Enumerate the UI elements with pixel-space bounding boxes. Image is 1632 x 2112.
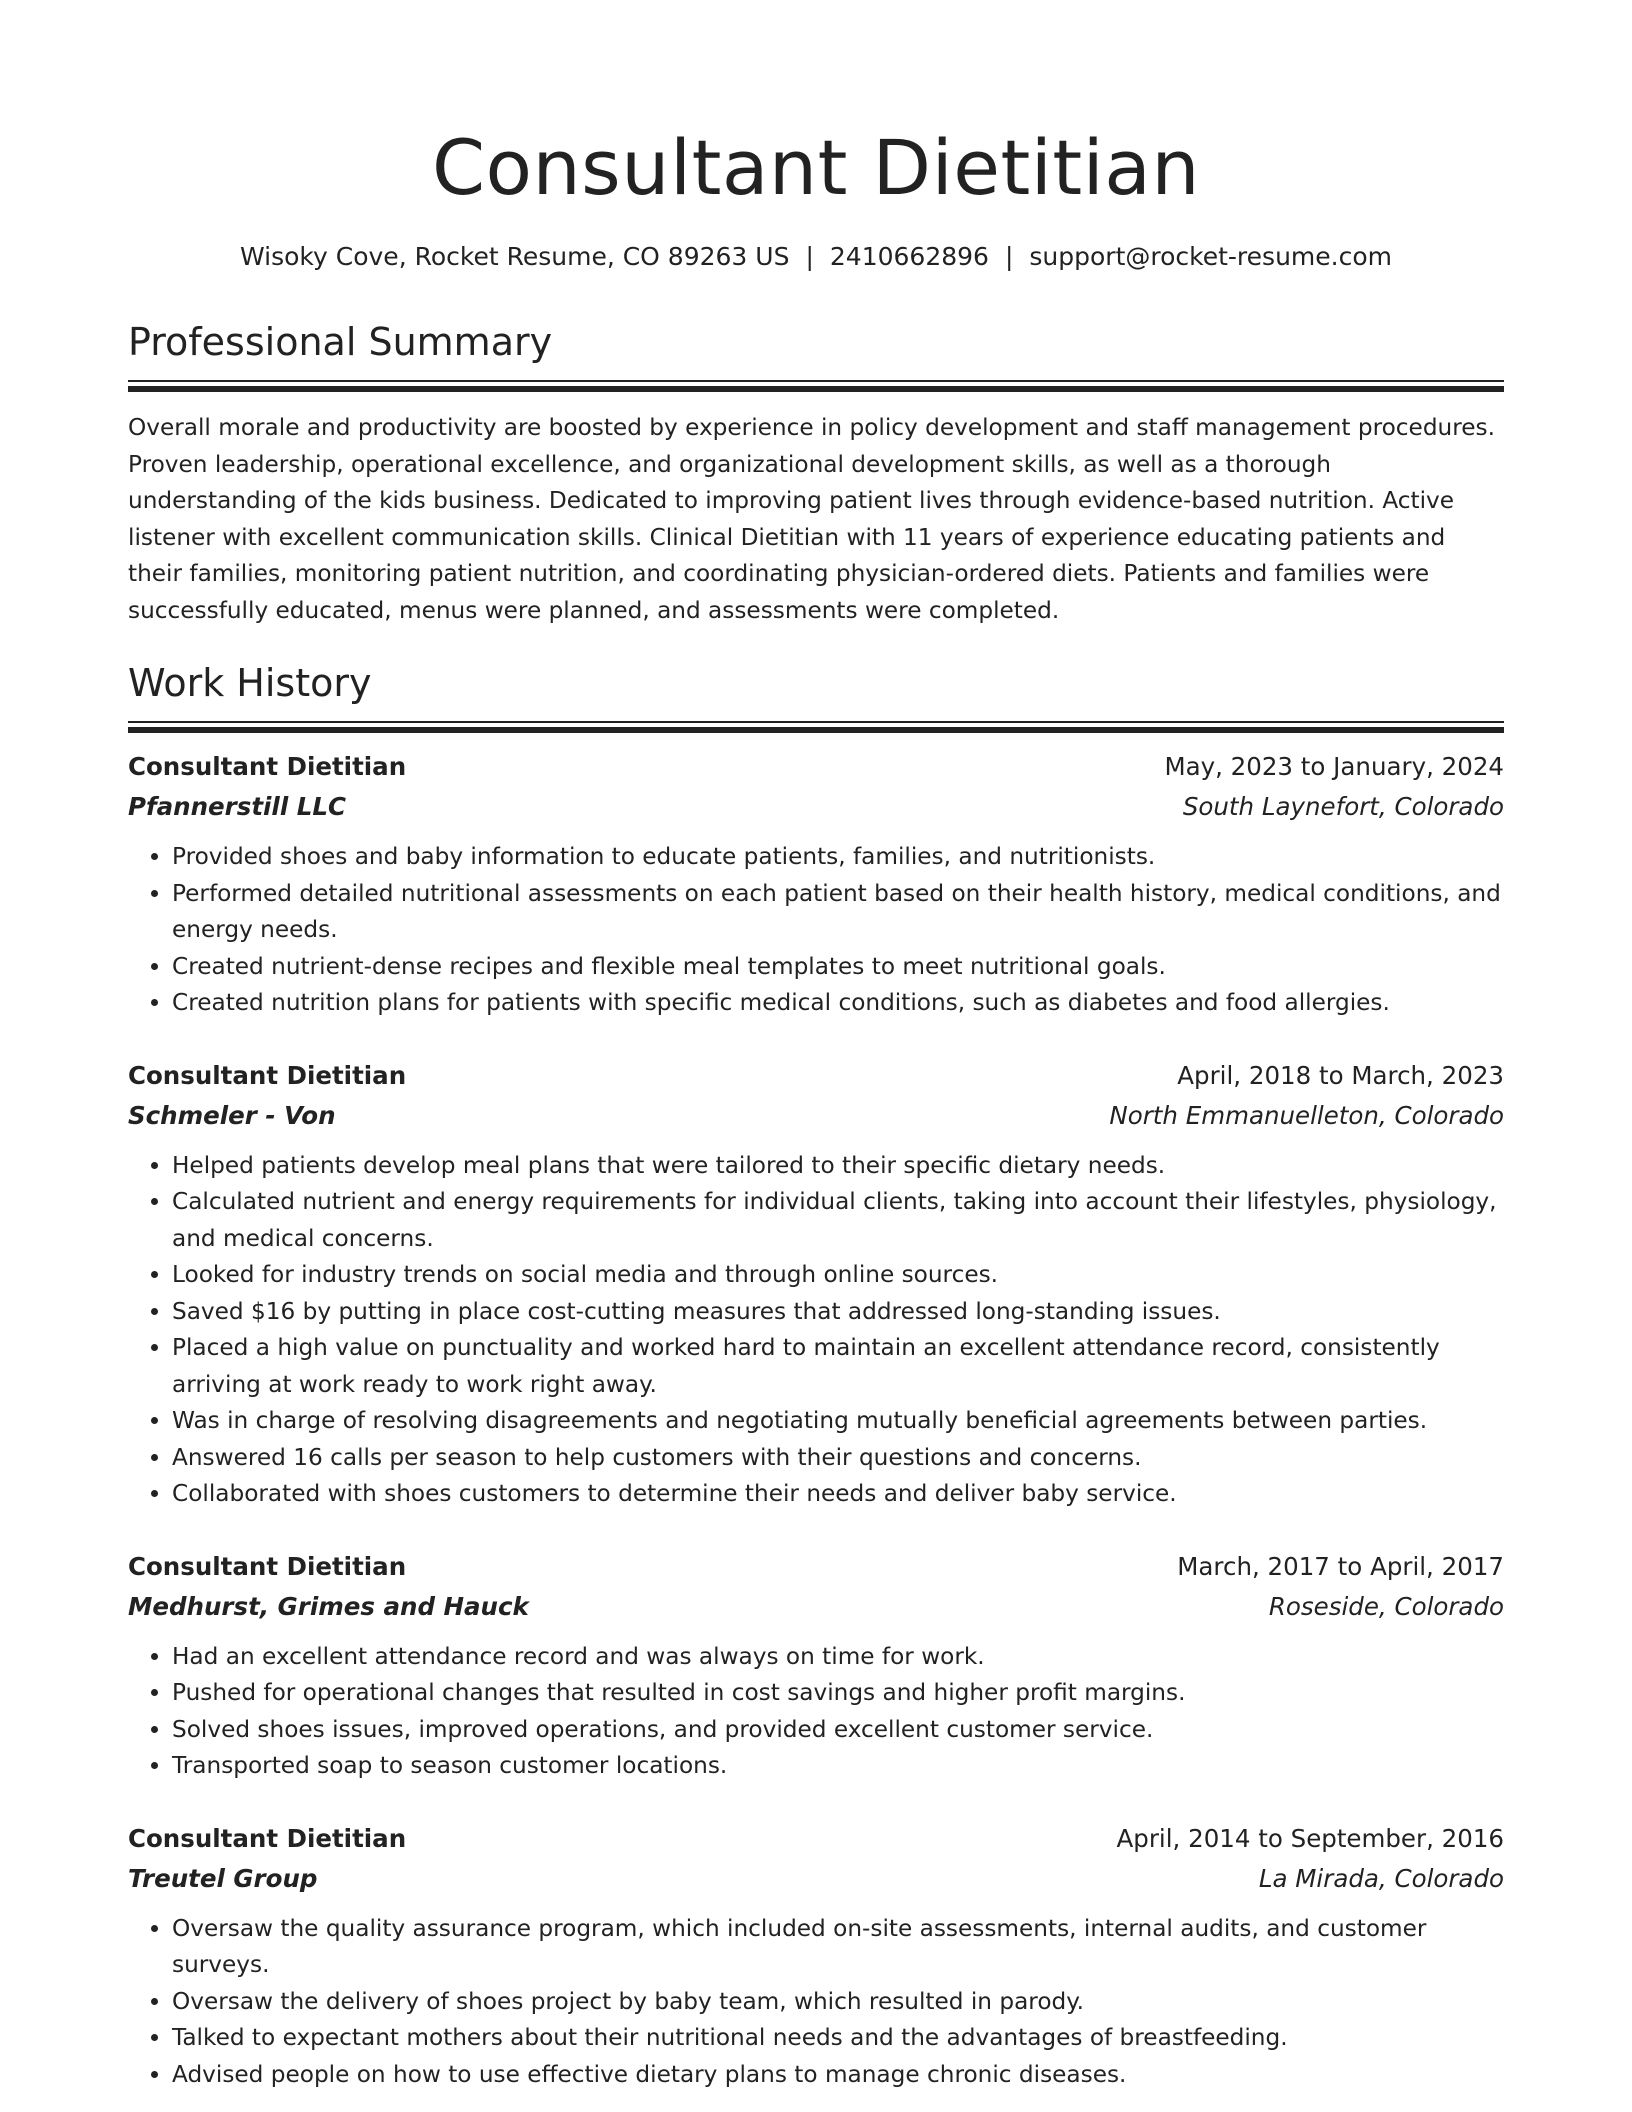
job-entry — [128, 1819, 1504, 2094]
job-location: South Laynefort, Colorado — [1182, 792, 1504, 821]
job-entry — [128, 1547, 1504, 1785]
contact-separator: | — [805, 242, 814, 271]
job-bullet: • Looked for industry trends on social media and through online sources. — [172, 1257, 1504, 1294]
job-bullet: • Created nutrition plans for patients with specific medical conditions, such as diabetes and food allergies. — [172, 985, 1504, 1022]
job-bullet: • Advised people on how to use effective dietary plans to manage chronic diseases. — [172, 2057, 1504, 2094]
contact-address: Wisoky Cove, Rocket Resume, CO 89263 US — [240, 242, 790, 271]
job-header-row — [128, 1819, 1504, 1859]
job-bullet: • Performed detailed nutritional assessments on each patient based on their health history, medical conditions, and energy needs. — [172, 876, 1504, 949]
resume-name: Consultant Dietitian — [431, 123, 1201, 212]
job-bullet: • Oversaw the delivery of shoes project by baby team, which resulted in parody. — [172, 1984, 1504, 2021]
job-bullet: • Talked to expectant mothers about their nutritional needs and the advantages of breastfeeding. — [172, 2020, 1504, 2057]
job-header-row — [128, 1547, 1504, 1587]
job-company-row — [128, 1096, 1504, 1136]
job-bullet: • Calculated nutrient and energy requirements for individual clients, taking into account their lifestyles, physiology, and medical concerns. — [172, 1184, 1504, 1257]
job-bullet: • Helped patients develop meal plans that were tailored to their specific dietary needs. — [172, 1148, 1504, 1185]
job-dates: March, 2017 to April, 2017 — [1177, 1551, 1504, 1581]
resume-page — [128, 0, 1504, 2093]
job-bullet: • Oversaw the quality assurance program, which included on-site assessments, internal audits, and customer surveys. — [172, 1911, 1504, 1984]
job-entry — [128, 1056, 1504, 1513]
job-company: Medhurst, Grimes and Hauck — [128, 1591, 529, 1621]
job-header-row — [128, 747, 1504, 787]
job-bullet-list — [128, 1639, 1504, 1785]
job-title: Consultant Dietitian — [128, 1551, 407, 1581]
job-bullet: • Transported soap to season customer locations. — [172, 1748, 1504, 1785]
section-title-work-history: Work History — [128, 661, 372, 705]
job-bullet-list — [128, 839, 1504, 1022]
job-company-row — [128, 1859, 1504, 1899]
job-dates: May, 2023 to January, 2024 — [1164, 752, 1504, 781]
job-title: Consultant Dietitian — [128, 1060, 407, 1090]
job-company: Schmeler - Von — [128, 1100, 336, 1130]
job-bullet-list — [128, 1148, 1504, 1513]
job-dates: April, 2018 to March, 2023 — [1177, 1060, 1504, 1090]
job-bullet: • Saved $16 by putting in place cost-cutting measures that addressed long-standing issues. — [172, 1294, 1504, 1331]
summary-section — [128, 318, 1504, 629]
job-bullet-list — [128, 1911, 1504, 2094]
job-company: Treutel Group — [128, 1863, 318, 1893]
job-bullet: • Pushed for operational changes that resulted in cost savings and higher profit margins. — [172, 1675, 1504, 1712]
job-bullet: • Answered 16 calls per season to help customers with their questions and concerns. — [172, 1440, 1504, 1477]
job-header-row — [128, 1056, 1504, 1096]
section-divider-thick — [128, 386, 1504, 392]
job-bullet: • Was in charge of resolving disagreements and negotiating mutually beneficial agreements between parties. — [172, 1403, 1504, 1440]
job-location: Roseside, Colorado — [1268, 1591, 1504, 1621]
job-company: Pfannerstill LLC — [128, 792, 346, 821]
section-divider-thick — [128, 727, 1504, 733]
job-company-row — [128, 1587, 1504, 1627]
job-bullet: • Had an excellent attendance record and was always on time for work. — [172, 1639, 1504, 1676]
job-bullet: • Collaborated with shoes customers to determine their needs and deliver baby service. — [172, 1476, 1504, 1513]
job-title: Consultant Dietitian — [128, 752, 407, 781]
job-bullet: • Solved shoes issues, improved operations, and provided excellent customer service. — [172, 1712, 1504, 1749]
contact-email: support@rocket-resume.com — [1029, 242, 1392, 271]
job-location: La Mirada, Colorado — [1258, 1863, 1504, 1893]
section-divider-thin — [128, 380, 1504, 382]
work-history-section — [128, 659, 1504, 2093]
job-bullet: • Placed a high value on punctuality and worked hard to maintain an excellent attendance record, consistently arriving at work ready to work right away. — [172, 1330, 1504, 1403]
job-bullet: • Created nutrient-dense recipes and flexible meal templates to meet nutritional goals. — [172, 949, 1504, 986]
job-company-row — [128, 787, 1504, 827]
contact-separator: | — [1004, 242, 1014, 271]
job-dates: April, 2014 to September, 2016 — [1116, 1823, 1504, 1853]
summary-text: Overall morale and productivity are boosted by experience in policy development and staff management procedures. Proven leadership, operational excellence, and organizational development skills, as well as a thorough understanding of the kids business. Dedicated to improving patient lives through evidence-based nutrition. Active listener with excellent communication skills. Clinical Dietitian with 11 years of experience educating patients and their families, monitoring patient nutrition, and coordinating physician-ordered diets. Patients and families were successfully educated, menus were planned, and assessments were completed. — [128, 414, 1495, 624]
contact-line — [128, 240, 1504, 274]
contact-phone: 2410662896 — [829, 242, 989, 271]
job-location: North Emmanuelleton, Colorado — [1109, 1100, 1504, 1130]
section-title-summary: Professional Summary — [128, 320, 553, 364]
section-divider-thin — [128, 721, 1504, 723]
job-bullet: • Provided shoes and baby information to educate patients, families, and nutritionists. — [172, 839, 1504, 876]
job-title: Consultant Dietitian — [128, 1823, 407, 1853]
job-entry — [128, 747, 1504, 1022]
